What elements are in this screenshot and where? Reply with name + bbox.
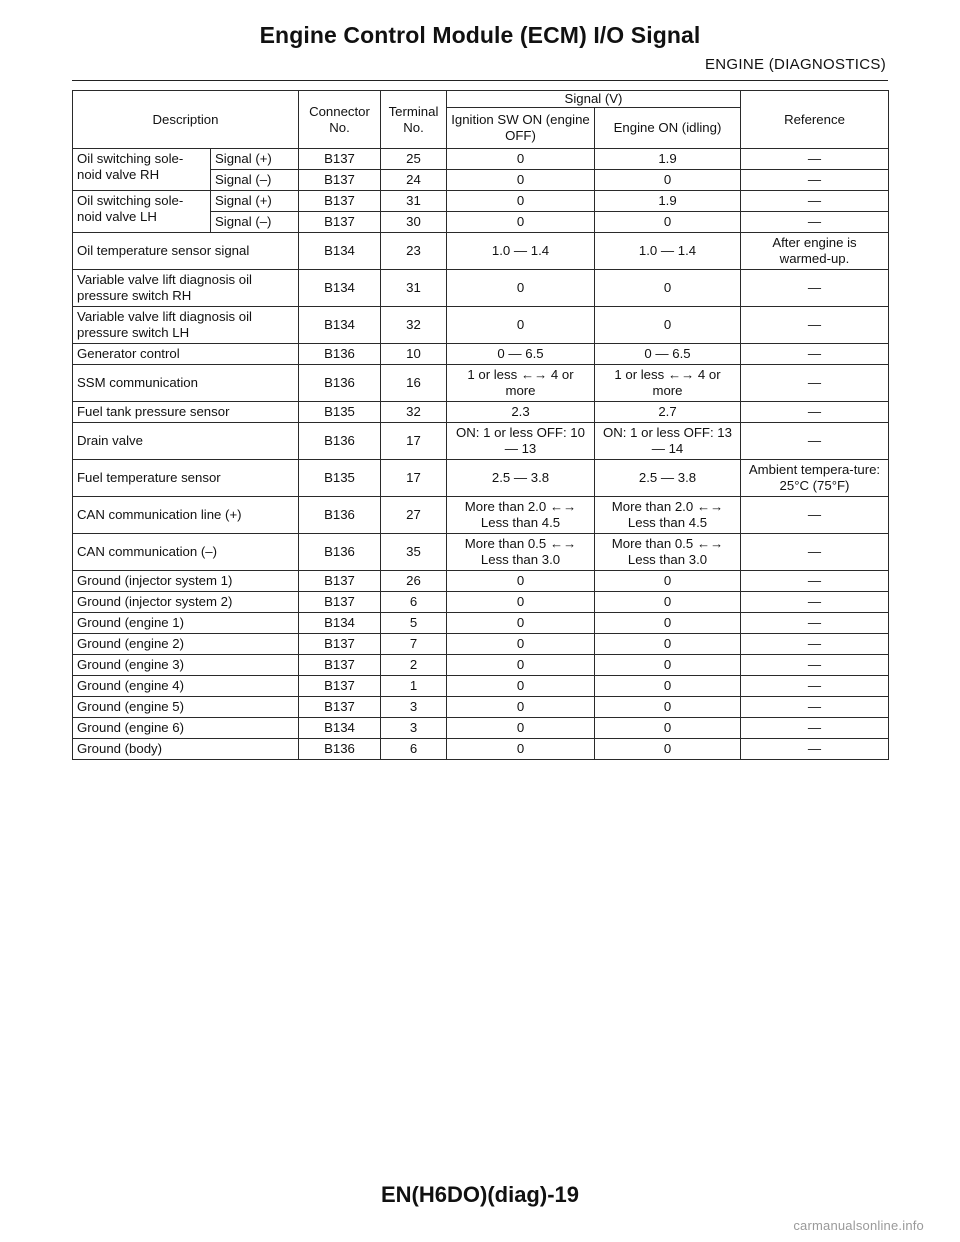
row-connector: B137 [299, 212, 381, 233]
table-row [73, 571, 889, 592]
row-subsignal: Signal (–) [211, 170, 299, 191]
row-engine-value: 0 [595, 307, 741, 344]
row-terminal: 27 [381, 497, 447, 534]
row-connector: B135 [299, 460, 381, 497]
row-description: Ground (engine 3) [73, 655, 299, 676]
row-description: Ground (engine 4) [73, 676, 299, 697]
row-terminal: 31 [381, 270, 447, 307]
row-engine-value: 0 [595, 634, 741, 655]
row-terminal: 26 [381, 571, 447, 592]
row-ignition-value: More than 2.0 ←→ Less than 4.5 [447, 497, 595, 534]
row-description: Fuel tank pressure sensor [73, 402, 299, 423]
row-connector: B136 [299, 497, 381, 534]
row-ignition-value: 0 [447, 697, 595, 718]
row-description: CAN communication line (+) [73, 497, 299, 534]
row-engine-value: 2.7 [595, 402, 741, 423]
row-engine-value: More than 0.5 ←→ Less than 3.0 [595, 534, 741, 571]
row-terminal: 25 [381, 149, 447, 170]
row-connector: B134 [299, 307, 381, 344]
watermark: carmanualsonline.info [793, 1218, 924, 1233]
row-description: Variable valve lift diagnosis oil pressure switch LH [73, 307, 299, 344]
row-reference: — [741, 655, 889, 676]
row-ignition-value: 0 [447, 634, 595, 655]
row-description: Oil temperature sensor signal [73, 233, 299, 270]
table-row [73, 402, 889, 423]
row-reference: — [741, 497, 889, 534]
table-row [73, 655, 889, 676]
row-ignition-value: 0 [447, 739, 595, 760]
row-terminal: 32 [381, 307, 447, 344]
row-reference: — [741, 718, 889, 739]
table-row [73, 634, 889, 655]
table-row [73, 233, 889, 270]
row-description: Drain valve [73, 423, 299, 460]
row-engine-value: 0 [595, 571, 741, 592]
header-terminal: Terminal No. [381, 91, 447, 149]
row-terminal: 1 [381, 676, 447, 697]
row-engine-value: 0 [595, 655, 741, 676]
row-subsignal: Signal (+) [211, 149, 299, 170]
table-row [73, 423, 889, 460]
row-connector: B136 [299, 365, 381, 402]
row-ignition-value: 2.5 — 3.8 [447, 460, 595, 497]
row-terminal: 17 [381, 460, 447, 497]
row-terminal: 6 [381, 592, 447, 613]
row-connector: B137 [299, 634, 381, 655]
row-reference: — [741, 149, 889, 170]
row-terminal: 35 [381, 534, 447, 571]
row-reference: — [741, 402, 889, 423]
row-engine-value: More than 2.0 ←→ Less than 4.5 [595, 497, 741, 534]
row-connector: B134 [299, 270, 381, 307]
row-reference: — [741, 423, 889, 460]
row-terminal: 32 [381, 402, 447, 423]
row-engine-value: 2.5 — 3.8 [595, 460, 741, 497]
row-description: Variable valve lift diagnosis oil pressure switch RH [73, 270, 299, 307]
row-reference: After engine is warmed-up. [741, 233, 889, 270]
header-description: Description [73, 91, 299, 149]
table-row [73, 497, 889, 534]
row-description: Ground (injector system 2) [73, 592, 299, 613]
row-connector: B137 [299, 655, 381, 676]
row-connector: B134 [299, 613, 381, 634]
table-row [73, 739, 889, 760]
page-number: EN(H6DO)(diag)-19 [380, 1182, 579, 1207]
row-description: Ground (body) [73, 739, 299, 760]
row-terminal: 7 [381, 634, 447, 655]
row-engine-value: 0 [595, 676, 741, 697]
row-connector: B137 [299, 697, 381, 718]
row-reference: — [741, 571, 889, 592]
row-ignition-value: 0 [447, 592, 595, 613]
row-description: Ground (injector system 1) [73, 571, 299, 592]
row-reference: — [741, 212, 889, 233]
table-row [73, 534, 889, 571]
row-engine-value: 0 [595, 212, 741, 233]
row-ignition-value: 0 [447, 170, 595, 191]
table-row [73, 365, 889, 402]
row-engine-value: 0 [595, 739, 741, 760]
row-connector: B136 [299, 423, 381, 460]
row-ignition-value: 0 [447, 149, 595, 170]
row-engine-value: 1.9 [595, 149, 741, 170]
header-connector: Connector No. [299, 91, 381, 149]
table-row [73, 307, 889, 344]
row-reference: — [741, 307, 889, 344]
row-reference: — [741, 191, 889, 212]
row-description: Ground (engine 1) [73, 613, 299, 634]
table-row [73, 460, 889, 497]
row-connector: B135 [299, 402, 381, 423]
row-subsignal: Signal (+) [211, 191, 299, 212]
header-signal: Signal (V) [447, 91, 741, 108]
table-row [73, 344, 889, 365]
row-connector: B137 [299, 149, 381, 170]
row-engine-value: 1.0 — 1.4 [595, 233, 741, 270]
table-row [73, 676, 889, 697]
header-engine-on: Engine ON (idling) [595, 108, 741, 149]
row-reference: — [741, 592, 889, 613]
row-reference: Ambient tempera-ture: 25°C (75°F) [741, 460, 889, 497]
row-reference: — [741, 344, 889, 365]
row-engine-value: 0 [595, 592, 741, 613]
row-ignition-value: 0 [447, 571, 595, 592]
row-reference: — [741, 365, 889, 402]
row-subsignal: Signal (–) [211, 212, 299, 233]
row-reference: — [741, 270, 889, 307]
row-description: Generator control [73, 344, 299, 365]
row-reference: — [741, 613, 889, 634]
page-title: Engine Control Module (ECM) I/O Signal [259, 22, 701, 48]
row-description: Fuel temperature sensor [73, 460, 299, 497]
row-engine-value: 0 [595, 613, 741, 634]
table-row [73, 270, 889, 307]
row-description: CAN communication (–) [73, 534, 299, 571]
row-reference: — [741, 534, 889, 571]
row-connector: B137 [299, 676, 381, 697]
row-terminal: 17 [381, 423, 447, 460]
row-terminal: 3 [381, 718, 447, 739]
row-reference: — [741, 739, 889, 760]
row-terminal: 31 [381, 191, 447, 212]
row-engine-value: 0 [595, 170, 741, 191]
row-terminal: 6 [381, 739, 447, 760]
section-title: ENGINE (DIAGNOSTICS) [704, 56, 886, 73]
row-connector: B137 [299, 571, 381, 592]
header-ignition-sw-on: Ignition SW ON (engine OFF) [447, 108, 595, 149]
row-description: Ground (engine 5) [73, 697, 299, 718]
row-terminal: 10 [381, 344, 447, 365]
table-row [73, 149, 889, 170]
row-engine-value: 1.9 [595, 191, 741, 212]
row-description: Oil switching sole-noid valve LH [73, 191, 211, 233]
row-ignition-value: 0 [447, 307, 595, 344]
row-connector: B137 [299, 191, 381, 212]
row-engine-value: 0 [595, 270, 741, 307]
header-reference: Reference [741, 91, 889, 149]
row-ignition-value: 0 [447, 718, 595, 739]
ecm-io-signal-table [72, 90, 889, 760]
row-connector: B136 [299, 344, 381, 365]
row-terminal: 30 [381, 212, 447, 233]
row-reference: — [741, 676, 889, 697]
row-engine-value: 0 [595, 718, 741, 739]
row-reference: — [741, 697, 889, 718]
row-ignition-value: 1.0 — 1.4 [447, 233, 595, 270]
header-row-1 [73, 91, 889, 108]
row-terminal: 24 [381, 170, 447, 191]
row-connector: B137 [299, 592, 381, 613]
row-ignition-value: ON: 1 or less OFF: 10 — 13 [447, 423, 595, 460]
row-terminal: 2 [381, 655, 447, 676]
row-connector: B136 [299, 534, 381, 571]
row-connector: B134 [299, 233, 381, 270]
row-description: SSM communication [73, 365, 299, 402]
row-description: Ground (engine 6) [73, 718, 299, 739]
row-terminal: 5 [381, 613, 447, 634]
row-ignition-value: 1 or less ←→ 4 or more [447, 365, 595, 402]
table-row [73, 697, 889, 718]
row-description: Oil switching sole-noid valve RH [73, 149, 211, 191]
row-ignition-value: 0 [447, 676, 595, 697]
row-terminal: 3 [381, 697, 447, 718]
row-engine-value: 0 [595, 697, 741, 718]
row-terminal: 23 [381, 233, 447, 270]
row-ignition-value: 0 [447, 270, 595, 307]
row-connector: B136 [299, 739, 381, 760]
row-reference: — [741, 634, 889, 655]
header-rule [72, 80, 888, 81]
row-description: Ground (engine 2) [73, 634, 299, 655]
row-ignition-value: 0 [447, 191, 595, 212]
table-row [73, 191, 889, 212]
row-reference: — [741, 170, 889, 191]
row-ignition-value: 2.3 [447, 402, 595, 423]
row-ignition-value: More than 0.5 ←→ Less than 3.0 [447, 534, 595, 571]
row-terminal: 16 [381, 365, 447, 402]
row-ignition-value: 0 [447, 655, 595, 676]
row-engine-value: ON: 1 or less OFF: 13 — 14 [595, 423, 741, 460]
row-connector: B134 [299, 718, 381, 739]
row-engine-value: 0 — 6.5 [595, 344, 741, 365]
table-row [73, 592, 889, 613]
table-row [73, 613, 889, 634]
row-engine-value: 1 or less ←→ 4 or more [595, 365, 741, 402]
row-ignition-value: 0 [447, 212, 595, 233]
table-row [73, 718, 889, 739]
row-ignition-value: 0 [447, 613, 595, 634]
row-ignition-value: 0 — 6.5 [447, 344, 595, 365]
row-connector: B137 [299, 170, 381, 191]
